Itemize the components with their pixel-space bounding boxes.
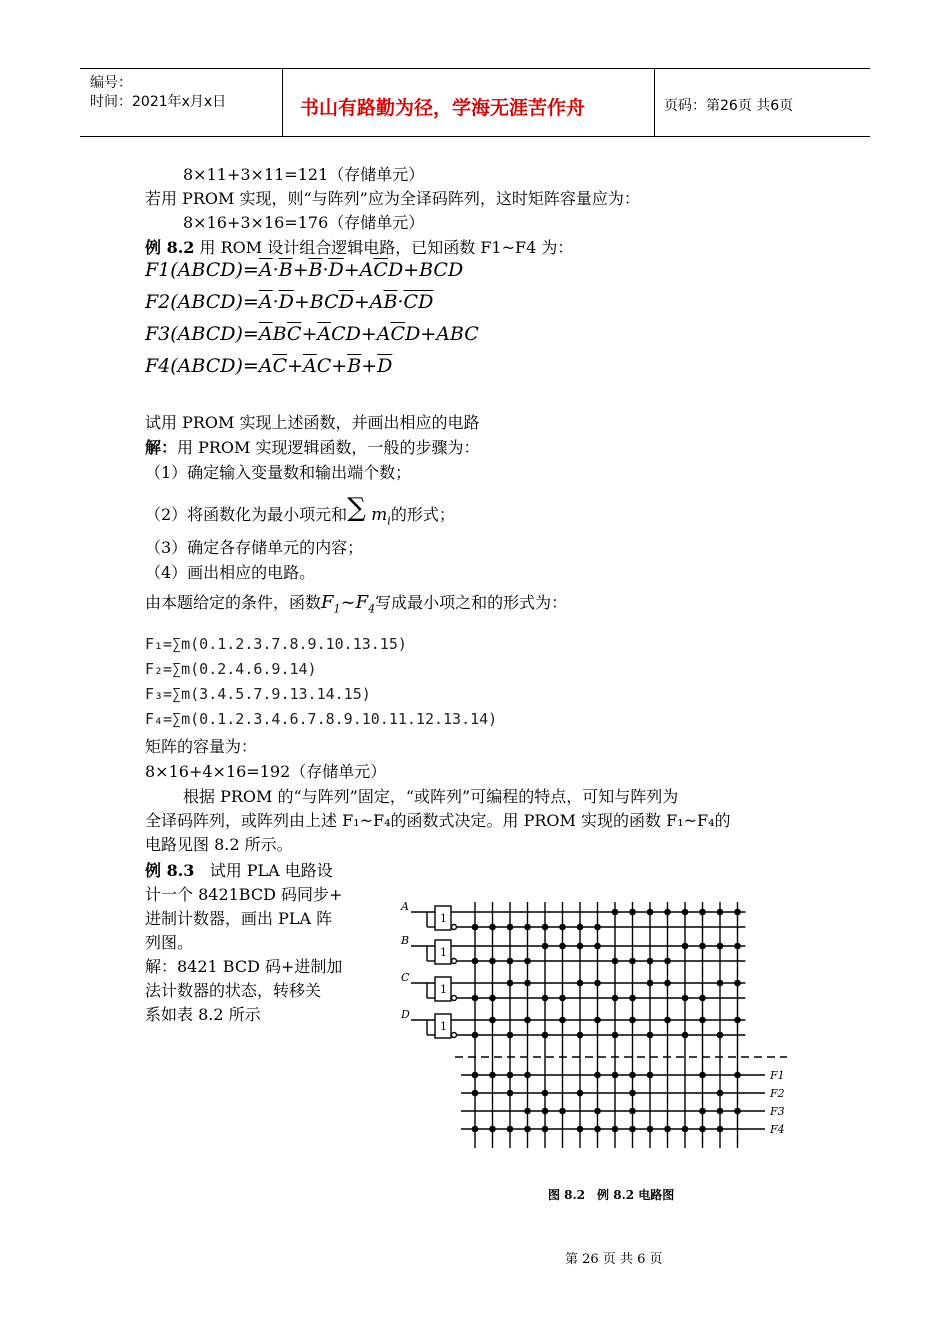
output-label-F1: F1 bbox=[770, 1069, 785, 1082]
and-connection-dot bbox=[577, 943, 582, 948]
example-8-3-line-2: 计一个 8421BCD 码同步+ bbox=[145, 885, 343, 904]
minterm-f1: F₁=∑m(0.1.2.3.7.8.9.10.13.15) bbox=[145, 635, 407, 653]
and-connection-dot bbox=[612, 909, 617, 914]
inverter-label: 1 bbox=[440, 912, 447, 925]
example-8-2-text: 用 ROM 设计组合逻辑电路，已知函数 F1~F4 为： bbox=[199, 238, 574, 257]
or-connection-dot bbox=[595, 1108, 600, 1113]
and-connection-dot bbox=[490, 995, 495, 1000]
solution-text: 用 PROM 实现逻辑函数，一般的步骤为： bbox=[177, 438, 480, 457]
or-connection-dot bbox=[577, 1126, 582, 1131]
or-connection-dot bbox=[612, 1126, 617, 1131]
and-connection-dot bbox=[577, 1032, 582, 1037]
and-connection-dot bbox=[665, 1017, 670, 1022]
example-8-3-line-5: 解：8421 BCD 码+进制加 bbox=[145, 957, 343, 976]
and-connection-dot bbox=[735, 1017, 740, 1022]
and-connection-dot bbox=[735, 909, 740, 914]
minterm-f4: F₄=∑m(0.1.2.3.4.6.7.8.9.10.11.12.13.14) bbox=[145, 710, 498, 728]
step-4: （4）画出相应的电路。 bbox=[145, 563, 316, 582]
and-connection-dot bbox=[560, 943, 565, 948]
and-connection-dot bbox=[700, 1017, 705, 1022]
example-8-3-line-1: 试用 PLA 电路设 bbox=[209, 861, 333, 880]
output-label-F2: F2 bbox=[770, 1087, 785, 1100]
or-connection-dot bbox=[647, 1072, 652, 1077]
or-connection-dot bbox=[700, 1072, 705, 1077]
and-connection-dot bbox=[490, 958, 495, 963]
or-connection-dot bbox=[525, 1072, 530, 1077]
or-connection-dot bbox=[525, 1108, 530, 1113]
or-connection-dot bbox=[472, 1072, 477, 1077]
and-connection-dot bbox=[525, 980, 530, 985]
and-connection-dot bbox=[595, 1017, 600, 1022]
and-connection-dot bbox=[717, 980, 722, 985]
or-connection-dot bbox=[472, 1126, 477, 1131]
and-connection-dot bbox=[542, 995, 547, 1000]
and-connection-dot bbox=[665, 958, 670, 963]
header-divider-left bbox=[282, 69, 283, 137]
and-connection-dot bbox=[472, 958, 477, 963]
or-connection-dot bbox=[717, 1108, 722, 1113]
and-connection-dot bbox=[682, 909, 687, 914]
inverter-bubble bbox=[452, 1033, 457, 1038]
input-label-A: A bbox=[401, 900, 409, 913]
input-label-C: C bbox=[401, 971, 410, 984]
and-connection-dot bbox=[542, 1032, 547, 1037]
prom-circuit-diagram bbox=[395, 880, 795, 1155]
inverter-label: 1 bbox=[440, 1020, 447, 1033]
step-2-text-b: 的形式； bbox=[390, 505, 455, 524]
equation-f4-lhs: F4(ABCD)= bbox=[145, 355, 259, 377]
and-connection-dot bbox=[735, 943, 740, 948]
equation-f1: $F1(ABCD)=\overline{A}\cdot\overline{B}+\overline{B}\cdot\overline{D}+A\overline{C}D+BCD$ bbox=[145, 259, 464, 281]
or-connection-dot bbox=[682, 1126, 687, 1131]
and-connection-dot bbox=[472, 995, 477, 1000]
and-connection-dot bbox=[525, 958, 530, 963]
and-connection-dot bbox=[490, 1017, 495, 1022]
example-8-3-label: 例 8.3 bbox=[145, 861, 195, 880]
and-connection-dot bbox=[507, 1032, 512, 1037]
or-connection-dot bbox=[717, 1126, 722, 1131]
and-connection-dot bbox=[682, 1032, 687, 1037]
or-connection-dot bbox=[630, 1108, 635, 1113]
and-connection-dot bbox=[612, 1032, 617, 1037]
and-connection-dot bbox=[700, 909, 705, 914]
or-connection-dot bbox=[542, 1090, 547, 1095]
example-8-3-line-7: 系如表 8.2 所示 bbox=[145, 1005, 261, 1024]
calc-line-1: 8×11+3×11=121（存储单元） bbox=[183, 165, 425, 184]
paragraph-line-2: 全译码阵列，或阵列由上述 F₁~F₄的函数式决定。用 PROM 实现的函数 F₁~F₄的 bbox=[145, 811, 731, 830]
and-connection-dot bbox=[560, 995, 565, 1000]
paragraph-line-3: 电路见图 8.2 所示。 bbox=[145, 835, 293, 854]
page-footer: 第 26 页 共 6 页 bbox=[565, 1252, 663, 1267]
or-connection-dot bbox=[630, 1090, 635, 1095]
and-connection-dot bbox=[647, 980, 652, 985]
and-connection-dot bbox=[612, 958, 617, 963]
or-connection-dot bbox=[717, 1090, 722, 1095]
header-motto: 书山有路勤为径，学海无涯苦作舟 bbox=[300, 97, 586, 119]
and-connection-dot bbox=[560, 924, 565, 929]
or-connection-dot bbox=[542, 1108, 547, 1113]
example-8-3-line-3: 进制计数器，画出 PLA 阵 bbox=[145, 909, 333, 928]
and-connection-dot bbox=[665, 980, 670, 985]
capacity-value: 8×16+4×16=192（存储单元） bbox=[145, 762, 387, 781]
or-connection-dot bbox=[665, 1126, 670, 1131]
doc-date-label: 时间：2021年x月x日 bbox=[90, 94, 227, 110]
inverter-label: 1 bbox=[440, 946, 447, 959]
and-connection-dot bbox=[507, 980, 512, 985]
equation-f4: $F4(ABCD)=A\overline{C}+\overline{A}C+\overline{B}+\overline{D}$ bbox=[145, 355, 393, 377]
and-connection-dot bbox=[630, 995, 635, 1000]
or-connection-dot bbox=[472, 1090, 477, 1095]
and-connection-dot bbox=[717, 943, 722, 948]
figure-caption: 图 8.2 例 8.2 电路图 bbox=[548, 1188, 675, 1202]
or-connection-dot bbox=[595, 1126, 600, 1131]
and-connection-dot bbox=[735, 980, 740, 985]
doc-code-label: 编号： bbox=[90, 75, 132, 91]
example-8-3-line-4: 列图。 bbox=[145, 933, 194, 952]
and-connection-dot bbox=[560, 1017, 565, 1022]
or-connection-dot bbox=[735, 1108, 740, 1113]
and-connection-dot bbox=[542, 943, 547, 948]
and-connection-dot bbox=[490, 924, 495, 929]
given-text-a: 由本题给定的条件，函数 bbox=[145, 593, 322, 612]
or-connection-dot bbox=[542, 1126, 547, 1131]
and-connection-dot bbox=[700, 995, 705, 1000]
inverter-label: 1 bbox=[440, 983, 447, 996]
or-connection-dot bbox=[630, 1126, 635, 1131]
step-3: （3）确定各存储单元的内容； bbox=[145, 538, 364, 557]
inverter-bubble bbox=[452, 996, 457, 1001]
and-connection-dot bbox=[577, 980, 582, 985]
and-connection-dot bbox=[717, 1032, 722, 1037]
header-bottom-rule bbox=[80, 136, 870, 137]
and-connection-dot bbox=[525, 924, 530, 929]
and-connection-dot bbox=[612, 995, 617, 1000]
or-connection-dot bbox=[612, 1072, 617, 1077]
and-connection-dot bbox=[595, 924, 600, 929]
equation-f2: $F2(ABCD)=\overline{A}\cdot\overline{D}+BC\overline{D}+A\overline{B}\cdot\overline{C}\overline{D}$ bbox=[145, 291, 434, 313]
example-8-3-line-6: 法计数器的状态，转移关 bbox=[145, 981, 322, 1000]
equation-f2-lhs: F2(ABCD)= bbox=[145, 291, 259, 313]
step-2-text-a: （2）将函数化为最小项元和 bbox=[145, 505, 348, 524]
and-connection-dot bbox=[595, 980, 600, 985]
example-8-2-intro bbox=[145, 235, 573, 258]
minterm-f2: F₂=∑m(0.2.4.6.9.14) bbox=[145, 660, 317, 678]
header-page-label: 页码：第26页 共6页 bbox=[664, 98, 794, 114]
or-connection-dot bbox=[490, 1072, 495, 1077]
and-connection-dot bbox=[647, 909, 652, 914]
and-connection-dot bbox=[507, 924, 512, 929]
equation-f1-lhs: F1(ABCD)= bbox=[145, 259, 259, 281]
minterm-f3: F₃=∑m(3.4.5.7.9.13.14.15) bbox=[145, 685, 371, 703]
or-connection-dot bbox=[507, 1126, 512, 1131]
inverter-bubble bbox=[452, 925, 457, 930]
example-8-2-label: 例 8.2 bbox=[145, 238, 195, 257]
input-label-B: B bbox=[401, 934, 410, 947]
capacity-label: 矩阵的容量为： bbox=[145, 737, 258, 756]
and-connection-dot bbox=[525, 1017, 530, 1022]
or-connection-dot bbox=[577, 1090, 582, 1095]
given-text-b: 写成最小项之和的形式为： bbox=[375, 593, 568, 612]
header-divider-right bbox=[654, 69, 655, 137]
and-connection-dot bbox=[647, 1032, 652, 1037]
or-connection-dot bbox=[507, 1090, 512, 1095]
input-label-D: D bbox=[401, 1008, 410, 1021]
header-top-rule bbox=[80, 68, 870, 69]
task-sentence: 试用 PROM 实现上述函数，并画出相应的电路 bbox=[145, 413, 480, 432]
or-connection-dot bbox=[647, 1126, 652, 1131]
and-connection-dot bbox=[472, 924, 477, 929]
and-connection-dot bbox=[682, 995, 687, 1000]
step-1: （1）确定输入变量数和输出端个数； bbox=[145, 463, 412, 482]
and-connection-dot bbox=[630, 1017, 635, 1022]
output-label-F3: F3 bbox=[770, 1105, 785, 1118]
and-connection-dot bbox=[665, 909, 670, 914]
and-connection-dot bbox=[682, 943, 687, 948]
or-connection-dot bbox=[700, 1126, 705, 1131]
or-connection-dot bbox=[525, 1126, 530, 1131]
or-connection-dot bbox=[735, 1072, 740, 1077]
solution-label: 解： bbox=[145, 438, 178, 457]
or-connection-dot bbox=[490, 1126, 495, 1131]
or-connection-dot bbox=[700, 1108, 705, 1113]
solution-intro bbox=[145, 435, 480, 458]
output-label-F4: F4 bbox=[770, 1123, 785, 1136]
example-8-3-block bbox=[145, 858, 375, 1026]
and-connection-dot bbox=[577, 924, 582, 929]
and-connection-dot bbox=[542, 924, 547, 929]
and-connection-dot bbox=[630, 958, 635, 963]
equation-f3-lhs: F3(ABCD)= bbox=[145, 323, 259, 345]
or-connection-dot bbox=[630, 1072, 635, 1077]
and-connection-dot bbox=[595, 943, 600, 948]
calc-line-2: 8×16+3×16=176（存储单元） bbox=[183, 213, 425, 232]
or-connection-dot bbox=[507, 1072, 512, 1077]
step-2: （2）将函数化为最小项元和∑ $m_i$的形式； bbox=[145, 493, 455, 528]
given-sentence: 由本题给定的条件，函数$F_1\sim F_4$写成最小项之和的形式为： bbox=[145, 592, 568, 616]
inverter-bubble bbox=[452, 959, 457, 964]
and-connection-dot bbox=[630, 909, 635, 914]
prom-sentence: 若用 PROM 实现，则“与阵列”应为全译码阵列，这时矩阵容量应为： bbox=[145, 189, 640, 208]
or-connection-dot bbox=[560, 1108, 565, 1113]
and-connection-dot bbox=[717, 909, 722, 914]
and-connection-dot bbox=[700, 943, 705, 948]
equation-f3: $F3(ABCD)=\overline{A}B\overline{C}+\overline{A}CD+A\overline{C}D+ABC$ bbox=[145, 323, 479, 345]
and-connection-dot bbox=[472, 1032, 477, 1037]
and-connection-dot bbox=[647, 958, 652, 963]
paragraph-line-1: 根据 PROM 的“与阵列”固定，“或阵列”可编程的特点，可知与阵列为 bbox=[183, 787, 679, 806]
or-connection-dot bbox=[595, 1072, 600, 1077]
and-connection-dot bbox=[507, 958, 512, 963]
